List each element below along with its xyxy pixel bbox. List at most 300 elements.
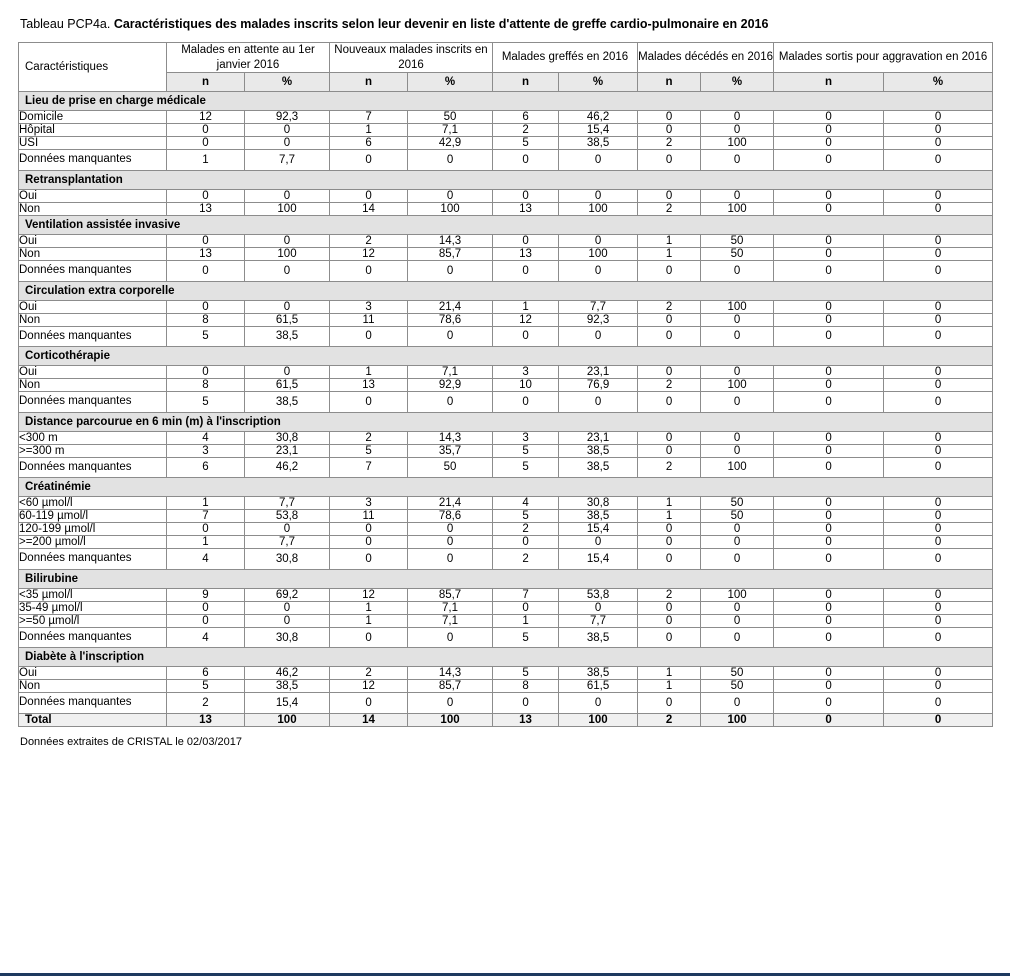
row-value: 0 (701, 444, 774, 457)
row-value: 0 (638, 260, 701, 281)
row-value: 0 (884, 614, 993, 627)
section-row (19, 569, 993, 588)
row-value: 21,4 (408, 497, 493, 510)
table-row (19, 313, 993, 326)
row-label: Non (19, 247, 167, 260)
row-value: 2 (330, 234, 408, 247)
row-value: 0 (701, 614, 774, 627)
row-value: 0 (884, 247, 993, 260)
row-value: 30,8 (245, 549, 330, 570)
row-value: 0 (559, 326, 638, 347)
subheader-n-2: n (330, 73, 408, 92)
row-value: 85,7 (408, 680, 493, 693)
row-value: 0 (245, 601, 330, 614)
row-value: 0 (638, 523, 701, 536)
row-value: 5 (493, 510, 559, 523)
row-value: 0 (884, 523, 993, 536)
row-value: 0 (774, 313, 884, 326)
header-group-deceased: Malades décédés en 2016 (638, 43, 774, 73)
header-group-row (19, 43, 993, 73)
row-value: 1 (638, 680, 701, 693)
row-value: 0 (408, 326, 493, 347)
row-value: 0 (774, 326, 884, 347)
table-row (19, 326, 993, 347)
section-row (19, 648, 993, 667)
row-value: 0 (330, 150, 408, 171)
row-value: 6 (330, 137, 408, 150)
row-value: 4 (167, 549, 245, 570)
row-value: 53,8 (559, 588, 638, 601)
row-label: 35-49 µmol/l (19, 601, 167, 614)
table-row (19, 444, 993, 457)
table-row (19, 510, 993, 523)
total-value: 0 (884, 713, 993, 726)
row-value: 78,6 (408, 313, 493, 326)
section-title: Circulation extra corporelle (19, 281, 993, 300)
row-value: 0 (245, 234, 330, 247)
row-value: 0 (638, 111, 701, 124)
row-value: 100 (408, 202, 493, 215)
row-value: 14,3 (408, 431, 493, 444)
table-caption (20, 16, 992, 32)
row-value: 0 (701, 260, 774, 281)
row-value: 9 (167, 588, 245, 601)
row-value: 0 (167, 614, 245, 627)
row-value: 2 (493, 523, 559, 536)
row-value: 8 (167, 313, 245, 326)
row-value: 100 (245, 247, 330, 260)
row-label: Hôpital (19, 124, 167, 137)
row-value: 1 (167, 150, 245, 171)
row-value: 3 (167, 444, 245, 457)
row-value: 0 (884, 627, 993, 648)
row-value: 0 (330, 693, 408, 714)
table-footnote: Données extraites de CRISTAL le 02/03/2017 (20, 735, 242, 748)
row-value: 100 (701, 137, 774, 150)
row-value: 0 (167, 124, 245, 137)
row-value: 1 (167, 536, 245, 549)
row-value: 1 (330, 601, 408, 614)
row-value: 92,9 (408, 379, 493, 392)
row-value: 0 (774, 234, 884, 247)
row-value: 4 (167, 627, 245, 648)
row-value: 0 (701, 392, 774, 413)
section-title: Corticothérapie (19, 347, 993, 366)
table-row (19, 601, 993, 614)
row-value: 0 (884, 510, 993, 523)
row-value: 0 (330, 523, 408, 536)
row-value: 2 (638, 137, 701, 150)
row-value: 5 (330, 444, 408, 457)
row-value: 0 (774, 124, 884, 137)
row-value: 21,4 (408, 300, 493, 313)
subheader-pct-5: % (884, 73, 993, 92)
row-value: 0 (638, 601, 701, 614)
section-title: Lieu de prise en charge médicale (19, 92, 993, 111)
row-value: 0 (701, 693, 774, 714)
row-value: 13 (330, 379, 408, 392)
row-value: 2 (330, 667, 408, 680)
row-value: 38,5 (559, 457, 638, 478)
row-value: 46,2 (245, 457, 330, 478)
total-value: 100 (245, 713, 330, 726)
table-row (19, 234, 993, 247)
row-value: 7,7 (245, 536, 330, 549)
row-value: 0 (559, 234, 638, 247)
section-row (19, 170, 993, 189)
section-row (19, 281, 993, 300)
row-value: 0 (245, 523, 330, 536)
row-label: Oui (19, 189, 167, 202)
row-value: 15,4 (245, 693, 330, 714)
total-value: 2 (638, 713, 701, 726)
section-row (19, 92, 993, 111)
table-row (19, 536, 993, 549)
row-label: Données manquantes (19, 627, 167, 648)
table-row (19, 300, 993, 313)
row-value: 0 (245, 260, 330, 281)
row-value: 2 (638, 300, 701, 313)
row-value: 0 (884, 379, 993, 392)
row-value: 0 (638, 627, 701, 648)
row-value: 0 (167, 234, 245, 247)
row-value: 100 (701, 202, 774, 215)
row-value: 100 (559, 247, 638, 260)
row-value: 0 (774, 366, 884, 379)
row-value: 3 (493, 366, 559, 379)
total-value: 100 (701, 713, 774, 726)
section-row (19, 412, 993, 431)
row-value: 0 (774, 614, 884, 627)
row-value: 0 (245, 189, 330, 202)
row-value: 0 (884, 601, 993, 614)
row-value: 0 (245, 614, 330, 627)
row-value: 92,3 (245, 111, 330, 124)
table-row (19, 247, 993, 260)
row-value: 0 (774, 379, 884, 392)
row-value: 7,1 (408, 124, 493, 137)
row-value: 14,3 (408, 234, 493, 247)
table-row (19, 588, 993, 601)
row-value: 0 (774, 536, 884, 549)
row-label: <35 µmol/l (19, 588, 167, 601)
row-label: <60 µmol/l (19, 497, 167, 510)
row-value: 0 (167, 366, 245, 379)
row-value: 0 (701, 549, 774, 570)
row-value: 0 (884, 137, 993, 150)
table-row (19, 189, 993, 202)
row-value: 0 (884, 234, 993, 247)
row-value: 12 (330, 680, 408, 693)
row-value: 0 (493, 601, 559, 614)
row-value: 0 (884, 111, 993, 124)
row-value: 92,3 (559, 313, 638, 326)
row-value: 0 (701, 124, 774, 137)
row-value: 0 (884, 693, 993, 714)
subheader-n-3: n (493, 73, 559, 92)
subheader-pct-3: % (559, 73, 638, 92)
row-value: 0 (408, 536, 493, 549)
row-value: 2 (638, 379, 701, 392)
row-value: 61,5 (245, 379, 330, 392)
row-value: 0 (701, 366, 774, 379)
table-row (19, 124, 993, 137)
table-row (19, 523, 993, 536)
total-value: 100 (559, 713, 638, 726)
row-value: 38,5 (245, 392, 330, 413)
row-value: 13 (493, 247, 559, 260)
row-value: 30,8 (245, 431, 330, 444)
row-value: 0 (701, 326, 774, 347)
row-value: 0 (774, 680, 884, 693)
row-value: 61,5 (559, 680, 638, 693)
row-value: 1 (330, 124, 408, 137)
row-label: Oui (19, 667, 167, 680)
row-value: 35,7 (408, 444, 493, 457)
row-value: 0 (884, 667, 993, 680)
row-value: 6 (167, 457, 245, 478)
row-value: 6 (493, 111, 559, 124)
row-value: 2 (167, 693, 245, 714)
row-value: 0 (701, 536, 774, 549)
row-value: 5 (167, 392, 245, 413)
row-value: 61,5 (245, 313, 330, 326)
row-value: 12 (167, 111, 245, 124)
row-value: 7,1 (408, 366, 493, 379)
row-value: 0 (245, 137, 330, 150)
row-value: 0 (330, 536, 408, 549)
row-value: 0 (884, 202, 993, 215)
row-value: 0 (774, 627, 884, 648)
row-value: 0 (167, 189, 245, 202)
row-value: 69,2 (245, 588, 330, 601)
row-value: 0 (884, 431, 993, 444)
row-label: Non (19, 313, 167, 326)
section-title: Retransplantation (19, 170, 993, 189)
row-value: 100 (701, 300, 774, 313)
row-value: 46,2 (559, 111, 638, 124)
row-value: 0 (638, 392, 701, 413)
row-value: 0 (408, 392, 493, 413)
row-value: 30,8 (245, 627, 330, 648)
row-value: 1 (638, 497, 701, 510)
row-value: 0 (408, 523, 493, 536)
row-value: 11 (330, 510, 408, 523)
row-value: 85,7 (408, 588, 493, 601)
row-value: 23,1 (559, 366, 638, 379)
row-value: 30,8 (559, 497, 638, 510)
table-body (19, 92, 993, 727)
table-row (19, 260, 993, 281)
row-value: 0 (884, 124, 993, 137)
row-value: 0 (167, 523, 245, 536)
row-value: 0 (774, 444, 884, 457)
row-value: 0 (330, 392, 408, 413)
row-value: 1 (638, 234, 701, 247)
row-value: 0 (774, 588, 884, 601)
row-value: 0 (774, 300, 884, 313)
row-value: 0 (701, 313, 774, 326)
row-value: 0 (330, 326, 408, 347)
row-value: 15,4 (559, 124, 638, 137)
row-value: 12 (330, 247, 408, 260)
row-value: 50 (408, 111, 493, 124)
row-label: USI (19, 137, 167, 150)
row-value: 0 (884, 300, 993, 313)
row-value: 5 (167, 680, 245, 693)
row-value: 4 (167, 431, 245, 444)
row-value: 0 (884, 588, 993, 601)
caption-label: Tableau PCP4a. (20, 17, 111, 31)
row-label: Non (19, 202, 167, 215)
row-value: 0 (638, 549, 701, 570)
subheader-pct-4: % (701, 73, 774, 92)
table-row (19, 366, 993, 379)
table-row (19, 680, 993, 693)
row-value: 0 (559, 392, 638, 413)
row-value: 0 (638, 124, 701, 137)
row-value: 100 (245, 202, 330, 215)
row-label: Domicile (19, 111, 167, 124)
row-value: 0 (559, 601, 638, 614)
row-value: 0 (884, 260, 993, 281)
header-characteristics: Caractéristiques (19, 43, 167, 92)
total-value: 13 (493, 713, 559, 726)
table-row (19, 549, 993, 570)
row-value: 0 (884, 536, 993, 549)
row-label: Données manquantes (19, 326, 167, 347)
row-value: 0 (774, 523, 884, 536)
table-row (19, 457, 993, 478)
row-value: 0 (245, 124, 330, 137)
row-value: 0 (493, 693, 559, 714)
row-value: 0 (884, 457, 993, 478)
row-value: 13 (167, 247, 245, 260)
row-label: Non (19, 379, 167, 392)
row-value: 7 (167, 510, 245, 523)
row-value: 0 (774, 510, 884, 523)
row-label: Données manquantes (19, 693, 167, 714)
row-value: 0 (884, 680, 993, 693)
row-value: 0 (493, 234, 559, 247)
row-value: 0 (638, 536, 701, 549)
row-value: 0 (884, 497, 993, 510)
row-value: 50 (701, 667, 774, 680)
row-value: 0 (167, 300, 245, 313)
row-value: 7,7 (559, 614, 638, 627)
section-title: Diabète à l'inscription (19, 648, 993, 667)
row-value: 100 (701, 457, 774, 478)
row-value: 0 (408, 693, 493, 714)
row-value: 14,3 (408, 667, 493, 680)
row-value: 14 (330, 202, 408, 215)
row-value: 0 (884, 444, 993, 457)
row-value: 0 (774, 189, 884, 202)
row-value: 2 (493, 124, 559, 137)
table-row (19, 150, 993, 171)
total-label: Total (19, 713, 167, 726)
row-value: 0 (493, 260, 559, 281)
row-value: 2 (330, 431, 408, 444)
row-value: 2 (493, 549, 559, 570)
row-label: Oui (19, 366, 167, 379)
row-value: 12 (493, 313, 559, 326)
row-value: 0 (774, 601, 884, 614)
row-value: 0 (774, 667, 884, 680)
row-value: 1 (167, 497, 245, 510)
row-value: 0 (638, 614, 701, 627)
header-group-new: Nouveaux malades inscrits en 2016 (330, 43, 493, 73)
row-value: 0 (493, 189, 559, 202)
row-value: 0 (884, 150, 993, 171)
table-header (19, 43, 993, 92)
row-value: 0 (774, 111, 884, 124)
total-row (19, 713, 993, 726)
table-row (19, 137, 993, 150)
header-group-worsening: Malades sortis pour aggravation en 2016 (774, 43, 993, 73)
row-value: 3 (493, 431, 559, 444)
row-value: 0 (774, 137, 884, 150)
row-value: 0 (167, 260, 245, 281)
row-value: 0 (774, 457, 884, 478)
row-value: 5 (493, 667, 559, 680)
row-value: 38,5 (559, 510, 638, 523)
row-value: 0 (774, 497, 884, 510)
row-value: 0 (701, 523, 774, 536)
row-value: 0 (884, 392, 993, 413)
row-label: 60-119 µmol/l (19, 510, 167, 523)
row-value: 8 (167, 379, 245, 392)
row-value: 0 (638, 444, 701, 457)
row-value: 50 (701, 680, 774, 693)
subheader-pct-1: % (245, 73, 330, 92)
row-label: <300 m (19, 431, 167, 444)
row-value: 7,1 (408, 601, 493, 614)
subheader-n-4: n (638, 73, 701, 92)
row-label: Données manquantes (19, 457, 167, 478)
row-value: 23,1 (245, 444, 330, 457)
row-value: 0 (408, 150, 493, 171)
row-value: 1 (493, 614, 559, 627)
total-value: 13 (167, 713, 245, 726)
row-value: 78,6 (408, 510, 493, 523)
subheader-n-5: n (774, 73, 884, 92)
header-group-grafted: Malades greffés en 2016 (493, 43, 638, 73)
row-value: 1 (330, 614, 408, 627)
row-value: 0 (493, 392, 559, 413)
row-value: 0 (408, 627, 493, 648)
row-value: 1 (638, 667, 701, 680)
row-value: 0 (330, 189, 408, 202)
row-value: 0 (559, 150, 638, 171)
section-title: Bilirubine (19, 569, 993, 588)
row-value: 0 (167, 601, 245, 614)
section-title: Distance parcourue en 6 min (m) à l'inscription (19, 412, 993, 431)
row-value: 0 (701, 150, 774, 171)
row-value: 4 (493, 497, 559, 510)
row-value: 50 (701, 234, 774, 247)
section-row (19, 215, 993, 234)
row-value: 0 (774, 431, 884, 444)
subheader-pct-2: % (408, 73, 493, 92)
total-value: 0 (774, 713, 884, 726)
row-value: 1 (330, 366, 408, 379)
row-value: 0 (638, 150, 701, 171)
table-row (19, 431, 993, 444)
row-value: 1 (638, 247, 701, 260)
row-value: 0 (884, 549, 993, 570)
row-value: 0 (701, 627, 774, 648)
